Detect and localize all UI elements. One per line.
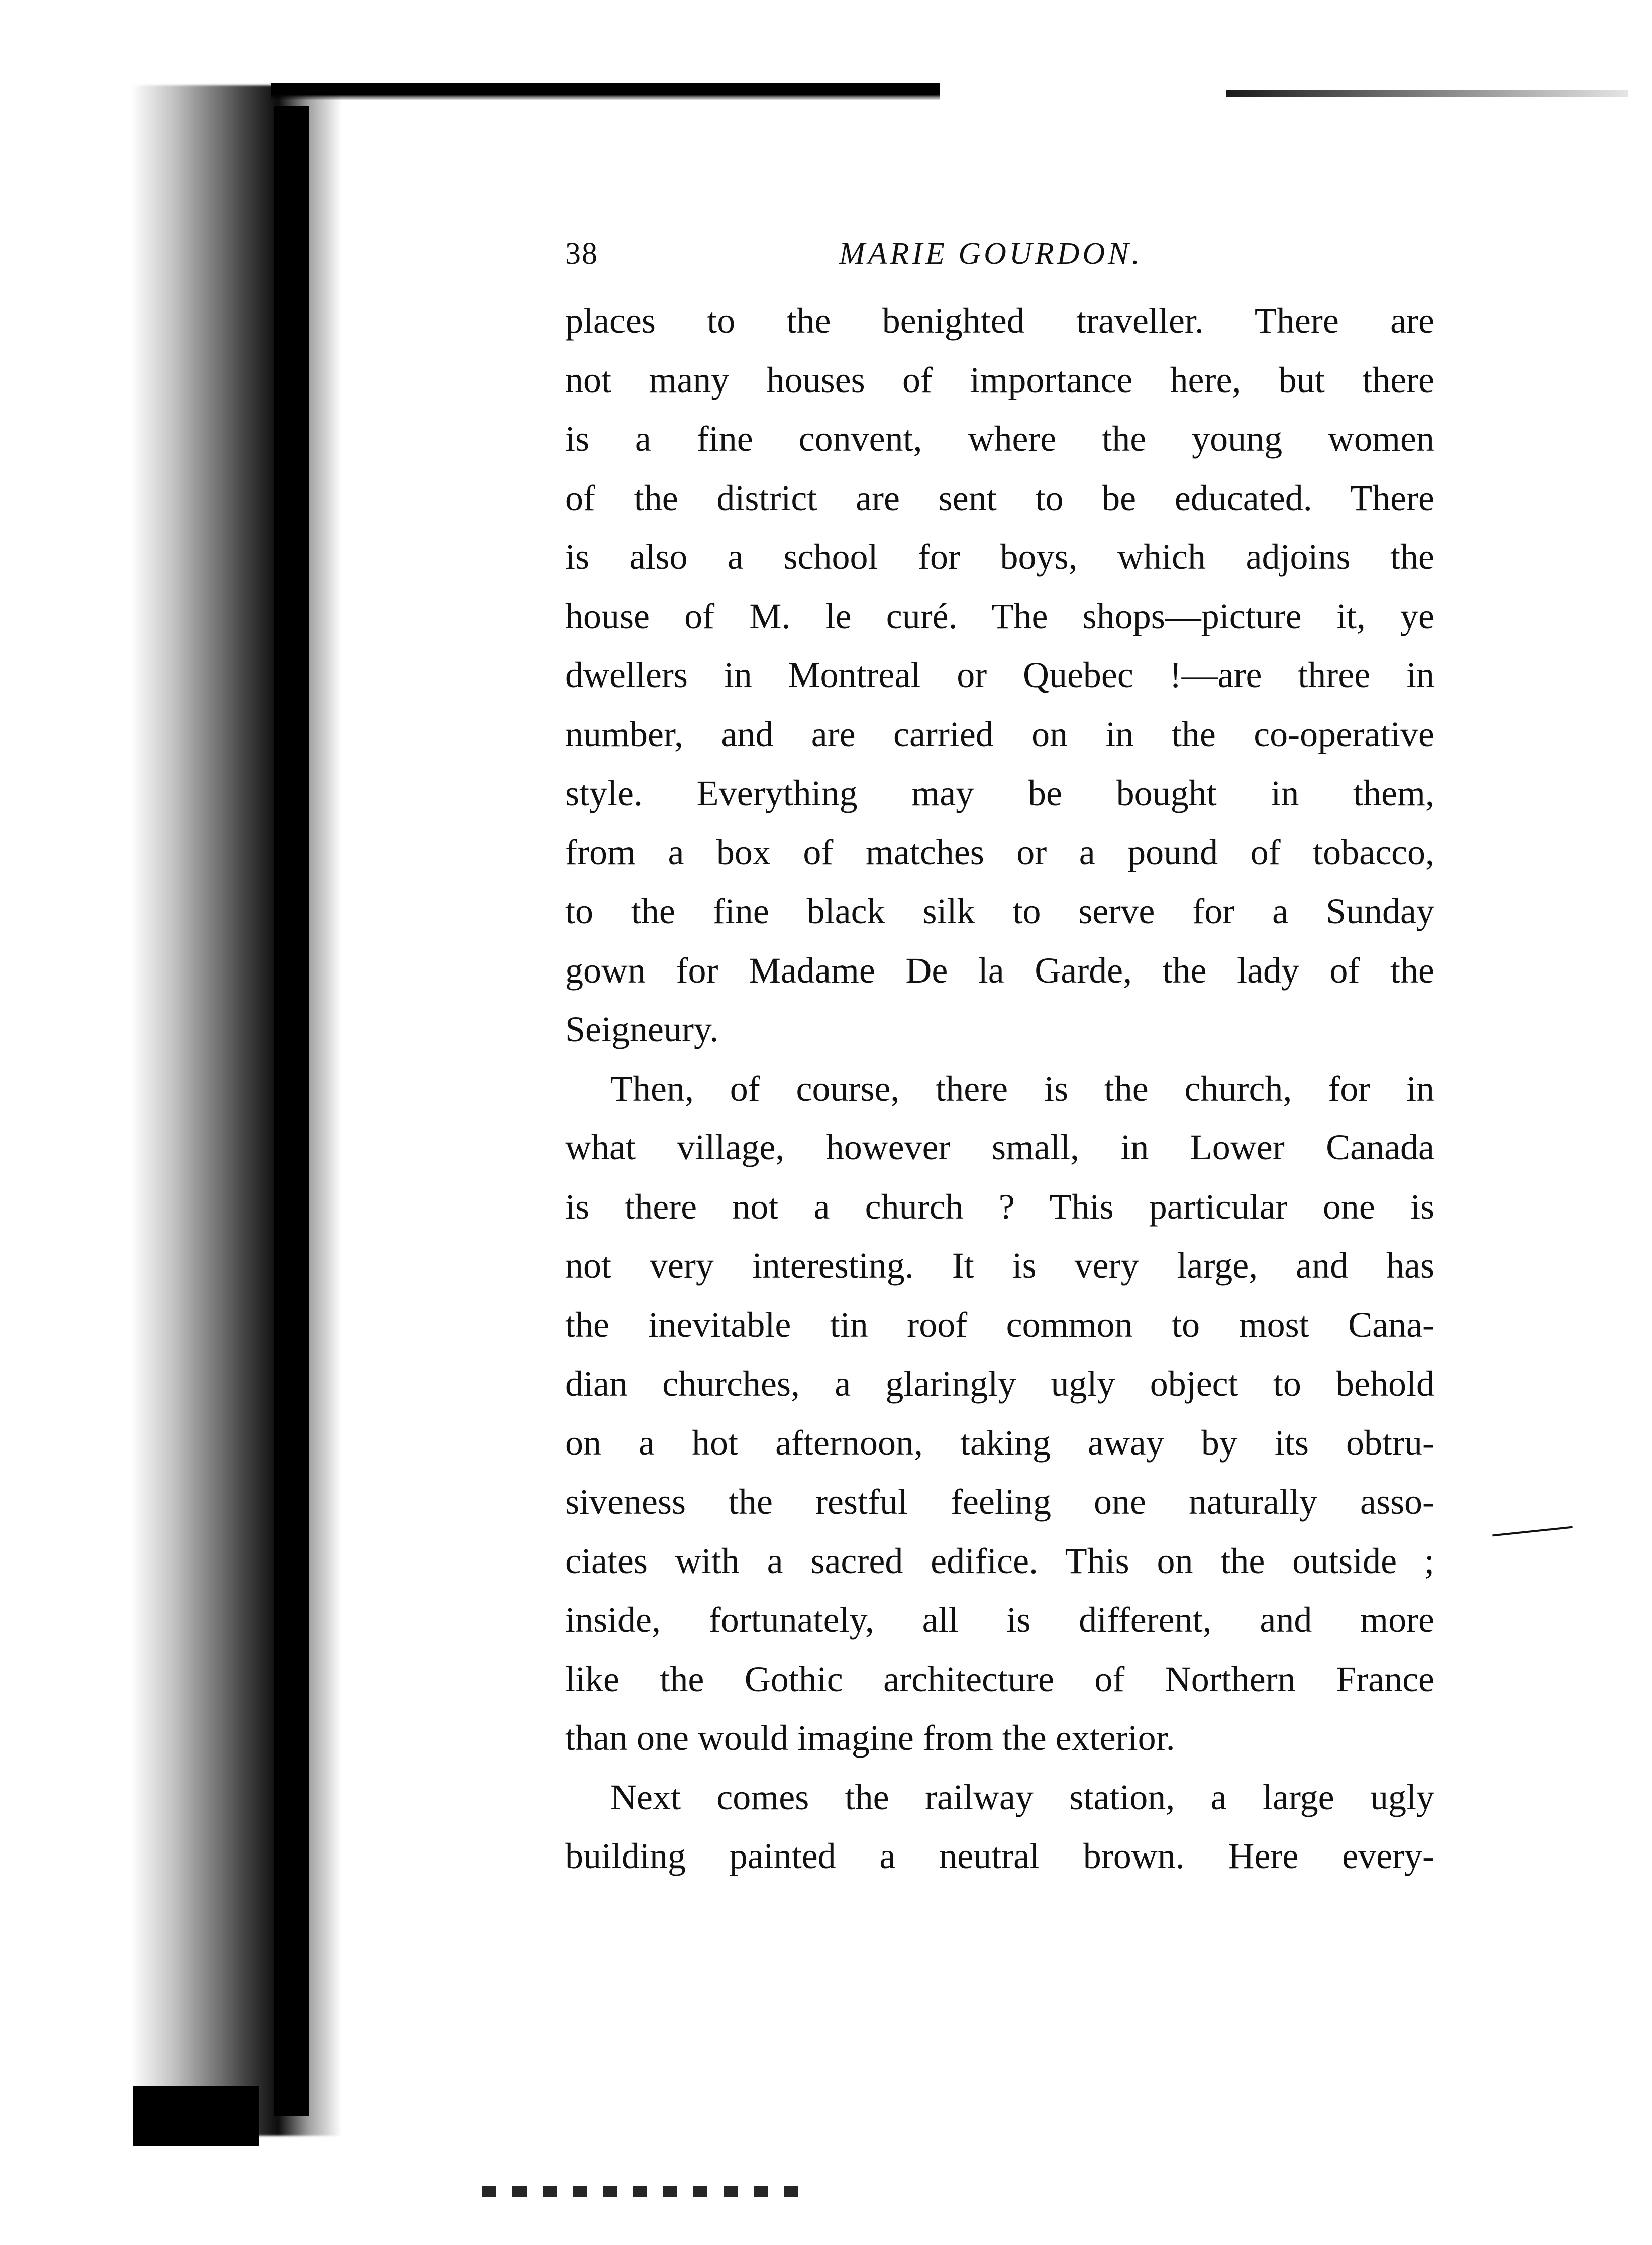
- running-title: MARIE GOURDON.: [839, 237, 1143, 271]
- text-line: not many houses of importance here, but there: [565, 359, 1434, 400]
- book-page: [565, 236, 1434, 1886]
- text-line: gown for Madame De la Garde, the lady of the: [565, 950, 1434, 991]
- scan-shadow-top-right: [1226, 90, 1628, 97]
- text-line: siveness the restful feeling one naturally asso-: [565, 1482, 1434, 1522]
- scan-shadow-left: [131, 85, 342, 2136]
- text-line: style. Everything may be bought in them,: [565, 773, 1434, 813]
- scan-shadow-top: [271, 83, 940, 100]
- scan-shadow-bottom-corner: [133, 2086, 259, 2146]
- text-line: to the fine black silk to serve for a Sunday: [565, 891, 1434, 931]
- text-line: Seigneury.: [565, 1009, 719, 1049]
- scan-binding-edge: [274, 106, 309, 2116]
- text-line: dian churches, a glaringly ugly object to behold: [565, 1363, 1434, 1404]
- running-head: [565, 236, 1434, 281]
- text-line: ciates with a sacred edifice. This on the outside ;: [565, 1540, 1434, 1581]
- text-line: on a hot afternoon, taking away by its obtru-: [565, 1422, 1434, 1463]
- text-line: number, and are carried on in the co-operative: [565, 714, 1434, 754]
- text-line: is also a school for boys, which adjoins the: [565, 537, 1434, 577]
- text-line: what village, however small, in Lower Canada: [565, 1127, 1434, 1167]
- text-line: than one would imagine from the exterior.: [565, 1718, 1175, 1758]
- text-line: is there not a church ? This particular one is: [565, 1186, 1434, 1227]
- text-line: Then, of course, there is the church, for in: [610, 1068, 1434, 1109]
- text-line: like the Gothic architecture of Northern France: [565, 1658, 1434, 1699]
- text-line: inside, fortunately, all is different, and more: [565, 1600, 1434, 1640]
- page-number: 38: [565, 237, 598, 271]
- text-line: house of M. le curé. The shops—picture it, ye: [565, 596, 1434, 636]
- scan-stray-mark: [1492, 1526, 1573, 1537]
- text-line: dwellers in Montreal or Quebec !—are three in: [565, 655, 1434, 695]
- text-line: places to the benighted traveller. There are: [565, 301, 1434, 341]
- text-line: building painted a neutral brown. Here every-: [565, 1836, 1434, 1876]
- text-line: of the district are sent to be educated. There: [565, 477, 1434, 518]
- text-line: is a fine convent, where the young women: [565, 419, 1434, 459]
- body-text: [565, 291, 1434, 1886]
- scan-shadow-bottom: [482, 2186, 814, 2197]
- text-line: from a box of matches or a pound of tobacco,: [565, 832, 1434, 872]
- text-line: not very interesting. It is very large, and has: [565, 1245, 1434, 1286]
- text-line: Next comes the railway station, a large ugly: [610, 1777, 1434, 1817]
- text-line: the inevitable tin roof common to most Cana-: [565, 1304, 1434, 1345]
